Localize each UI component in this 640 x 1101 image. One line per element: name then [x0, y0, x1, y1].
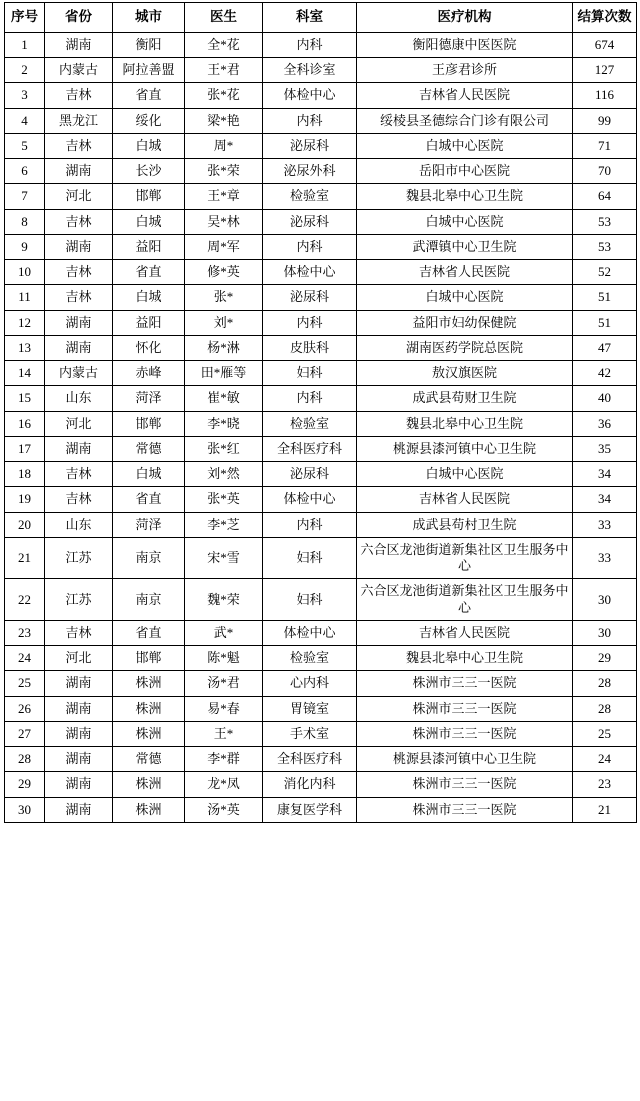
cell-province: 吉林	[45, 285, 113, 310]
cell-index: 23	[5, 620, 45, 645]
cell-settlement-count: 24	[573, 747, 637, 772]
cell-province: 吉林	[45, 487, 113, 512]
cell-department: 内科	[263, 512, 357, 537]
cell-organization: 吉林省人民医院	[357, 83, 573, 108]
cell-settlement-count: 99	[573, 108, 637, 133]
table-row	[5, 512, 637, 537]
cell-settlement-count: 25	[573, 721, 637, 746]
cell-province: 黑龙江	[45, 108, 113, 133]
cell-settlement-count: 40	[573, 386, 637, 411]
cell-province: 湖南	[45, 234, 113, 259]
table-row	[5, 133, 637, 158]
table-row	[5, 285, 637, 310]
cell-settlement-count: 51	[573, 310, 637, 335]
table-row	[5, 646, 637, 671]
cell-province: 江苏	[45, 579, 113, 621]
cell-organization: 绥棱县圣德综合门诊有限公司	[357, 108, 573, 133]
cell-index: 14	[5, 361, 45, 386]
cell-index: 12	[5, 310, 45, 335]
table-header	[5, 3, 637, 33]
cell-index: 1	[5, 32, 45, 57]
cell-department: 检验室	[263, 646, 357, 671]
cell-city: 常德	[113, 436, 185, 461]
cell-settlement-count: 53	[573, 234, 637, 259]
cell-department: 内科	[263, 386, 357, 411]
cell-department: 妇科	[263, 579, 357, 621]
cell-province: 湖南	[45, 310, 113, 335]
cell-doctor: 龙*凤	[185, 772, 263, 797]
cell-department: 内科	[263, 108, 357, 133]
column-header-city: 城市	[113, 3, 185, 33]
cell-province: 湖南	[45, 696, 113, 721]
cell-department: 妇科	[263, 361, 357, 386]
table-row	[5, 411, 637, 436]
cell-province: 山东	[45, 386, 113, 411]
cell-department: 体检中心	[263, 83, 357, 108]
table-row	[5, 436, 637, 461]
cell-department: 全科诊室	[263, 58, 357, 83]
cell-province: 湖南	[45, 747, 113, 772]
cell-index: 19	[5, 487, 45, 512]
cell-doctor: 全*花	[185, 32, 263, 57]
cell-index: 2	[5, 58, 45, 83]
cell-settlement-count: 35	[573, 436, 637, 461]
cell-organization: 株洲市三三一医院	[357, 797, 573, 822]
cell-index: 18	[5, 462, 45, 487]
cell-department: 消化内科	[263, 772, 357, 797]
cell-doctor: 张*荣	[185, 159, 263, 184]
cell-index: 28	[5, 747, 45, 772]
cell-department: 体检中心	[263, 487, 357, 512]
cell-doctor: 王*君	[185, 58, 263, 83]
cell-province: 河北	[45, 411, 113, 436]
cell-organization: 株洲市三三一医院	[357, 772, 573, 797]
cell-settlement-count: 28	[573, 696, 637, 721]
column-header-index: 序号	[5, 3, 45, 33]
cell-index: 8	[5, 209, 45, 234]
settlement-table	[4, 2, 637, 823]
cell-organization: 白城中心医院	[357, 285, 573, 310]
column-header-settlement-count: 结算次数	[573, 3, 637, 33]
cell-doctor: 修*英	[185, 260, 263, 285]
cell-province: 湖南	[45, 772, 113, 797]
cell-settlement-count: 71	[573, 133, 637, 158]
cell-organization: 益阳市妇幼保健院	[357, 310, 573, 335]
cell-city: 株洲	[113, 772, 185, 797]
cell-city: 邯郸	[113, 646, 185, 671]
cell-province: 湖南	[45, 721, 113, 746]
cell-department: 心内科	[263, 671, 357, 696]
cell-index: 5	[5, 133, 45, 158]
cell-city: 株洲	[113, 797, 185, 822]
cell-department: 皮肤科	[263, 335, 357, 360]
cell-settlement-count: 53	[573, 209, 637, 234]
cell-department: 内科	[263, 234, 357, 259]
cell-organization: 株洲市三三一医院	[357, 671, 573, 696]
cell-index: 4	[5, 108, 45, 133]
cell-city: 长沙	[113, 159, 185, 184]
cell-settlement-count: 34	[573, 487, 637, 512]
cell-doctor: 刘*	[185, 310, 263, 335]
cell-settlement-count: 47	[573, 335, 637, 360]
cell-doctor: 崔*敏	[185, 386, 263, 411]
cell-doctor: 易*春	[185, 696, 263, 721]
cell-city: 白城	[113, 133, 185, 158]
cell-doctor: 李*晓	[185, 411, 263, 436]
cell-settlement-count: 127	[573, 58, 637, 83]
cell-doctor: 田*雁等	[185, 361, 263, 386]
cell-province: 河北	[45, 184, 113, 209]
cell-index: 22	[5, 579, 45, 621]
cell-index: 10	[5, 260, 45, 285]
cell-organization: 白城中心医院	[357, 462, 573, 487]
cell-department: 体检中心	[263, 620, 357, 645]
table-row	[5, 747, 637, 772]
cell-index: 30	[5, 797, 45, 822]
cell-organization: 六合区龙池街道新集社区卫生服务中心	[357, 579, 573, 621]
cell-city: 省直	[113, 620, 185, 645]
cell-index: 29	[5, 772, 45, 797]
table-row	[5, 772, 637, 797]
cell-organization: 岳阳市中心医院	[357, 159, 573, 184]
cell-settlement-count: 70	[573, 159, 637, 184]
cell-organization: 武潭镇中心卫生院	[357, 234, 573, 259]
cell-province: 吉林	[45, 462, 113, 487]
cell-city: 省直	[113, 487, 185, 512]
cell-city: 白城	[113, 209, 185, 234]
cell-city: 怀化	[113, 335, 185, 360]
cell-province: 吉林	[45, 620, 113, 645]
cell-doctor: 宋*雪	[185, 537, 263, 579]
cell-doctor: 杨*淋	[185, 335, 263, 360]
cell-index: 21	[5, 537, 45, 579]
cell-doctor: 周*	[185, 133, 263, 158]
table-header-row	[5, 3, 637, 33]
table-row	[5, 234, 637, 259]
cell-doctor: 李*群	[185, 747, 263, 772]
cell-province: 内蒙古	[45, 361, 113, 386]
cell-city: 赤峰	[113, 361, 185, 386]
cell-city: 南京	[113, 579, 185, 621]
table-row	[5, 579, 637, 621]
table-row	[5, 32, 637, 57]
cell-index: 15	[5, 386, 45, 411]
cell-organization: 吉林省人民医院	[357, 487, 573, 512]
cell-department: 泌尿科	[263, 209, 357, 234]
cell-settlement-count: 64	[573, 184, 637, 209]
cell-doctor: 吴*林	[185, 209, 263, 234]
cell-department: 康复医学科	[263, 797, 357, 822]
cell-doctor: 张*	[185, 285, 263, 310]
cell-organization: 白城中心医院	[357, 133, 573, 158]
table-row	[5, 159, 637, 184]
cell-settlement-count: 51	[573, 285, 637, 310]
cell-organization: 魏县北皋中心卫生院	[357, 646, 573, 671]
cell-city: 益阳	[113, 310, 185, 335]
table-row	[5, 209, 637, 234]
cell-settlement-count: 52	[573, 260, 637, 285]
column-header-province: 省份	[45, 3, 113, 33]
cell-city: 衡阳	[113, 32, 185, 57]
cell-doctor: 王*	[185, 721, 263, 746]
cell-city: 邯郸	[113, 411, 185, 436]
cell-department: 泌尿科	[263, 133, 357, 158]
cell-index: 25	[5, 671, 45, 696]
cell-department: 全科医疗科	[263, 747, 357, 772]
cell-city: 益阳	[113, 234, 185, 259]
cell-settlement-count: 674	[573, 32, 637, 57]
cell-province: 湖南	[45, 32, 113, 57]
cell-index: 20	[5, 512, 45, 537]
cell-settlement-count: 36	[573, 411, 637, 436]
table-row	[5, 83, 637, 108]
cell-city: 菏泽	[113, 386, 185, 411]
cell-doctor: 李*芝	[185, 512, 263, 537]
cell-doctor: 汤*君	[185, 671, 263, 696]
cell-organization: 白城中心医院	[357, 209, 573, 234]
table-row	[5, 462, 637, 487]
cell-doctor: 刘*然	[185, 462, 263, 487]
cell-organization: 桃源县漆河镇中心卫生院	[357, 747, 573, 772]
cell-doctor: 张*英	[185, 487, 263, 512]
cell-department: 手术室	[263, 721, 357, 746]
cell-settlement-count: 34	[573, 462, 637, 487]
cell-city: 株洲	[113, 721, 185, 746]
table-row	[5, 620, 637, 645]
cell-city: 株洲	[113, 696, 185, 721]
cell-department: 泌尿科	[263, 462, 357, 487]
table-row	[5, 58, 637, 83]
cell-city: 省直	[113, 260, 185, 285]
table-row	[5, 184, 637, 209]
table-row	[5, 108, 637, 133]
cell-settlement-count: 29	[573, 646, 637, 671]
cell-organization: 株洲市三三一医院	[357, 721, 573, 746]
cell-department: 泌尿科	[263, 285, 357, 310]
column-header-organization: 医疗机构	[357, 3, 573, 33]
cell-index: 26	[5, 696, 45, 721]
cell-department: 全科医疗科	[263, 436, 357, 461]
table-row	[5, 386, 637, 411]
cell-index: 6	[5, 159, 45, 184]
cell-organization: 敖汉旗医院	[357, 361, 573, 386]
table-body	[5, 32, 637, 822]
cell-index: 11	[5, 285, 45, 310]
cell-province: 湖南	[45, 335, 113, 360]
cell-doctor: 梁*艳	[185, 108, 263, 133]
cell-city: 白城	[113, 285, 185, 310]
cell-settlement-count: 42	[573, 361, 637, 386]
cell-province: 吉林	[45, 209, 113, 234]
cell-doctor: 陈*魁	[185, 646, 263, 671]
cell-city: 省直	[113, 83, 185, 108]
cell-doctor: 张*花	[185, 83, 263, 108]
cell-province: 吉林	[45, 133, 113, 158]
cell-city: 常德	[113, 747, 185, 772]
cell-organization: 成武县苟财卫生院	[357, 386, 573, 411]
cell-province: 湖南	[45, 797, 113, 822]
cell-province: 吉林	[45, 83, 113, 108]
cell-department: 胃镜室	[263, 696, 357, 721]
cell-doctor: 王*章	[185, 184, 263, 209]
cell-province: 内蒙古	[45, 58, 113, 83]
cell-settlement-count: 116	[573, 83, 637, 108]
table-row	[5, 797, 637, 822]
cell-organization: 魏县北皋中心卫生院	[357, 184, 573, 209]
table-row	[5, 361, 637, 386]
cell-index: 17	[5, 436, 45, 461]
cell-organization: 吉林省人民医院	[357, 260, 573, 285]
cell-doctor: 魏*荣	[185, 579, 263, 621]
cell-index: 7	[5, 184, 45, 209]
cell-province: 山东	[45, 512, 113, 537]
cell-city: 绥化	[113, 108, 185, 133]
cell-settlement-count: 21	[573, 797, 637, 822]
cell-settlement-count: 23	[573, 772, 637, 797]
cell-province: 湖南	[45, 159, 113, 184]
cell-organization: 魏县北皋中心卫生院	[357, 411, 573, 436]
cell-province: 吉林	[45, 260, 113, 285]
table-row	[5, 310, 637, 335]
cell-city: 白城	[113, 462, 185, 487]
cell-organization: 吉林省人民医院	[357, 620, 573, 645]
cell-department: 内科	[263, 32, 357, 57]
cell-settlement-count: 30	[573, 579, 637, 621]
column-header-department: 科室	[263, 3, 357, 33]
cell-doctor: 周*军	[185, 234, 263, 259]
table-row	[5, 721, 637, 746]
cell-organization: 王彦君诊所	[357, 58, 573, 83]
table-row	[5, 696, 637, 721]
cell-doctor: 张*红	[185, 436, 263, 461]
cell-department: 检验室	[263, 411, 357, 436]
cell-index: 16	[5, 411, 45, 436]
cell-city: 阿拉善盟	[113, 58, 185, 83]
cell-province: 江苏	[45, 537, 113, 579]
cell-city: 邯郸	[113, 184, 185, 209]
cell-department: 泌尿外科	[263, 159, 357, 184]
cell-settlement-count: 33	[573, 512, 637, 537]
cell-province: 湖南	[45, 436, 113, 461]
column-header-doctor: 医生	[185, 3, 263, 33]
cell-province: 河北	[45, 646, 113, 671]
cell-organization: 衡阳德康中医医院	[357, 32, 573, 57]
cell-settlement-count: 33	[573, 537, 637, 579]
cell-department: 内科	[263, 310, 357, 335]
cell-organization: 成武县苟村卫生院	[357, 512, 573, 537]
cell-doctor: 武*	[185, 620, 263, 645]
cell-index: 27	[5, 721, 45, 746]
cell-department: 体检中心	[263, 260, 357, 285]
cell-organization: 株洲市三三一医院	[357, 696, 573, 721]
table-row	[5, 537, 637, 579]
cell-city: 菏泽	[113, 512, 185, 537]
cell-index: 13	[5, 335, 45, 360]
cell-organization: 六合区龙池街道新集社区卫生服务中心	[357, 537, 573, 579]
table-row	[5, 487, 637, 512]
cell-doctor: 汤*英	[185, 797, 263, 822]
cell-settlement-count: 28	[573, 671, 637, 696]
table-row	[5, 335, 637, 360]
cell-index: 3	[5, 83, 45, 108]
cell-index: 24	[5, 646, 45, 671]
cell-organization: 湖南医药学院总医院	[357, 335, 573, 360]
cell-settlement-count: 30	[573, 620, 637, 645]
cell-department: 检验室	[263, 184, 357, 209]
cell-index: 9	[5, 234, 45, 259]
cell-organization: 桃源县漆河镇中心卫生院	[357, 436, 573, 461]
cell-province: 湖南	[45, 671, 113, 696]
cell-city: 株洲	[113, 671, 185, 696]
cell-city: 南京	[113, 537, 185, 579]
cell-department: 妇科	[263, 537, 357, 579]
table-row	[5, 260, 637, 285]
table-row	[5, 671, 637, 696]
